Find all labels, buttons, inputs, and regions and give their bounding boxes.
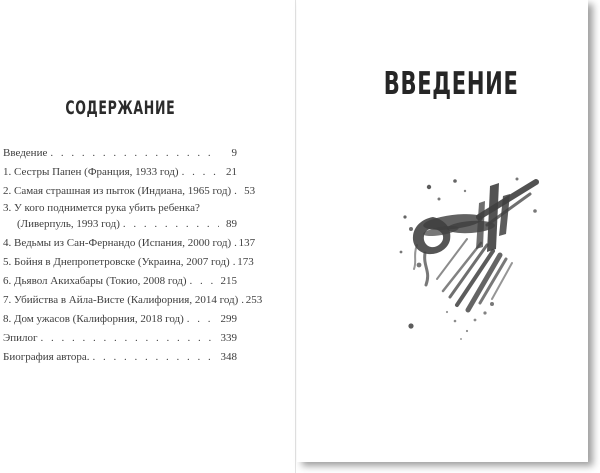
toc-entry-title: Биография автора. (3, 351, 90, 363)
toc-list (3, 144, 263, 367)
toc-entry (3, 253, 254, 272)
dot-leader (120, 215, 219, 234)
toc-entry-title: 3. У кого поднимется рука убить ребенка? (3, 202, 200, 214)
dot-leader (184, 310, 219, 329)
dot-leader (187, 272, 219, 291)
ink-splatter-illustration (395, 173, 547, 348)
toc-entry (3, 310, 237, 329)
toc-entry (3, 234, 256, 253)
toc-entry (3, 182, 256, 201)
toc-heading (3, 97, 237, 119)
toc-entry-page-number: 21 (226, 166, 237, 178)
toc-entry-title: 8. Дом ужасов (Калифорния, 2018 год) (3, 313, 184, 325)
toc-entry-page-number: 299 (220, 313, 237, 325)
toc-entry-title-line2: (Ливерпуль, 1993 год) (17, 218, 120, 230)
toc-entry-title: 6. Дьявол Акихабары (Токио, 2008 год) (3, 275, 187, 287)
toc-entry-title: Введение (3, 147, 48, 159)
dot-leader (47, 144, 219, 163)
chapter-heading-text: ВВЕДЕНИЕ (384, 66, 519, 102)
dot-leader (38, 329, 219, 348)
toc-entry-continuation (3, 215, 237, 234)
toc-entry-title: 4. Ведьмы из Сан-Фернандо (Испания, 2000 год) (3, 237, 232, 249)
toc-entry-page-number: 89 (226, 218, 237, 230)
toc-entry-title: 7. Убийства в Айла-Висте (Калифорния, 2014 год) (3, 294, 239, 306)
left-page-toc (0, 0, 296, 473)
toc-entry-page-number: 173 (237, 256, 254, 268)
toc-entry-title: 5. Бойня в Днепропетровске (Украина, 2007 год) (3, 256, 230, 268)
right-page-intro (297, 0, 588, 462)
dot-leader (90, 348, 219, 367)
toc-entry-page-number: 53 (244, 185, 256, 197)
toc-entry (3, 163, 237, 182)
toc-entry-title: Эпилог (3, 332, 38, 344)
toc-entry (3, 201, 237, 215)
chapter-heading (306, 0, 597, 102)
toc-entry-page-number: 253 (245, 294, 263, 306)
toc-entry-page-number: 339 (220, 332, 237, 344)
toc-entry-title: 2. Самая страшная из пыток (Индиана, 1965 год) (3, 185, 232, 197)
toc-entry (3, 348, 237, 367)
toc-entry (3, 144, 237, 163)
toc-entry (3, 272, 237, 291)
toc-entry-page-number: 137 (238, 237, 256, 249)
toc-entry (3, 329, 237, 348)
toc-entry (3, 291, 263, 310)
toc-entry-page-number: 215 (220, 275, 237, 287)
toc-entry-title: 1. Сестры Папен (Франция, 1933 год) (3, 166, 179, 178)
toc-entry-page-number: 348 (220, 351, 237, 363)
toc-heading-text: СОДЕРЖАНИЕ (64, 97, 175, 119)
table-of-contents (3, 97, 263, 367)
dot-leader (179, 163, 219, 182)
toc-entry-page-number: 9 (231, 147, 237, 159)
